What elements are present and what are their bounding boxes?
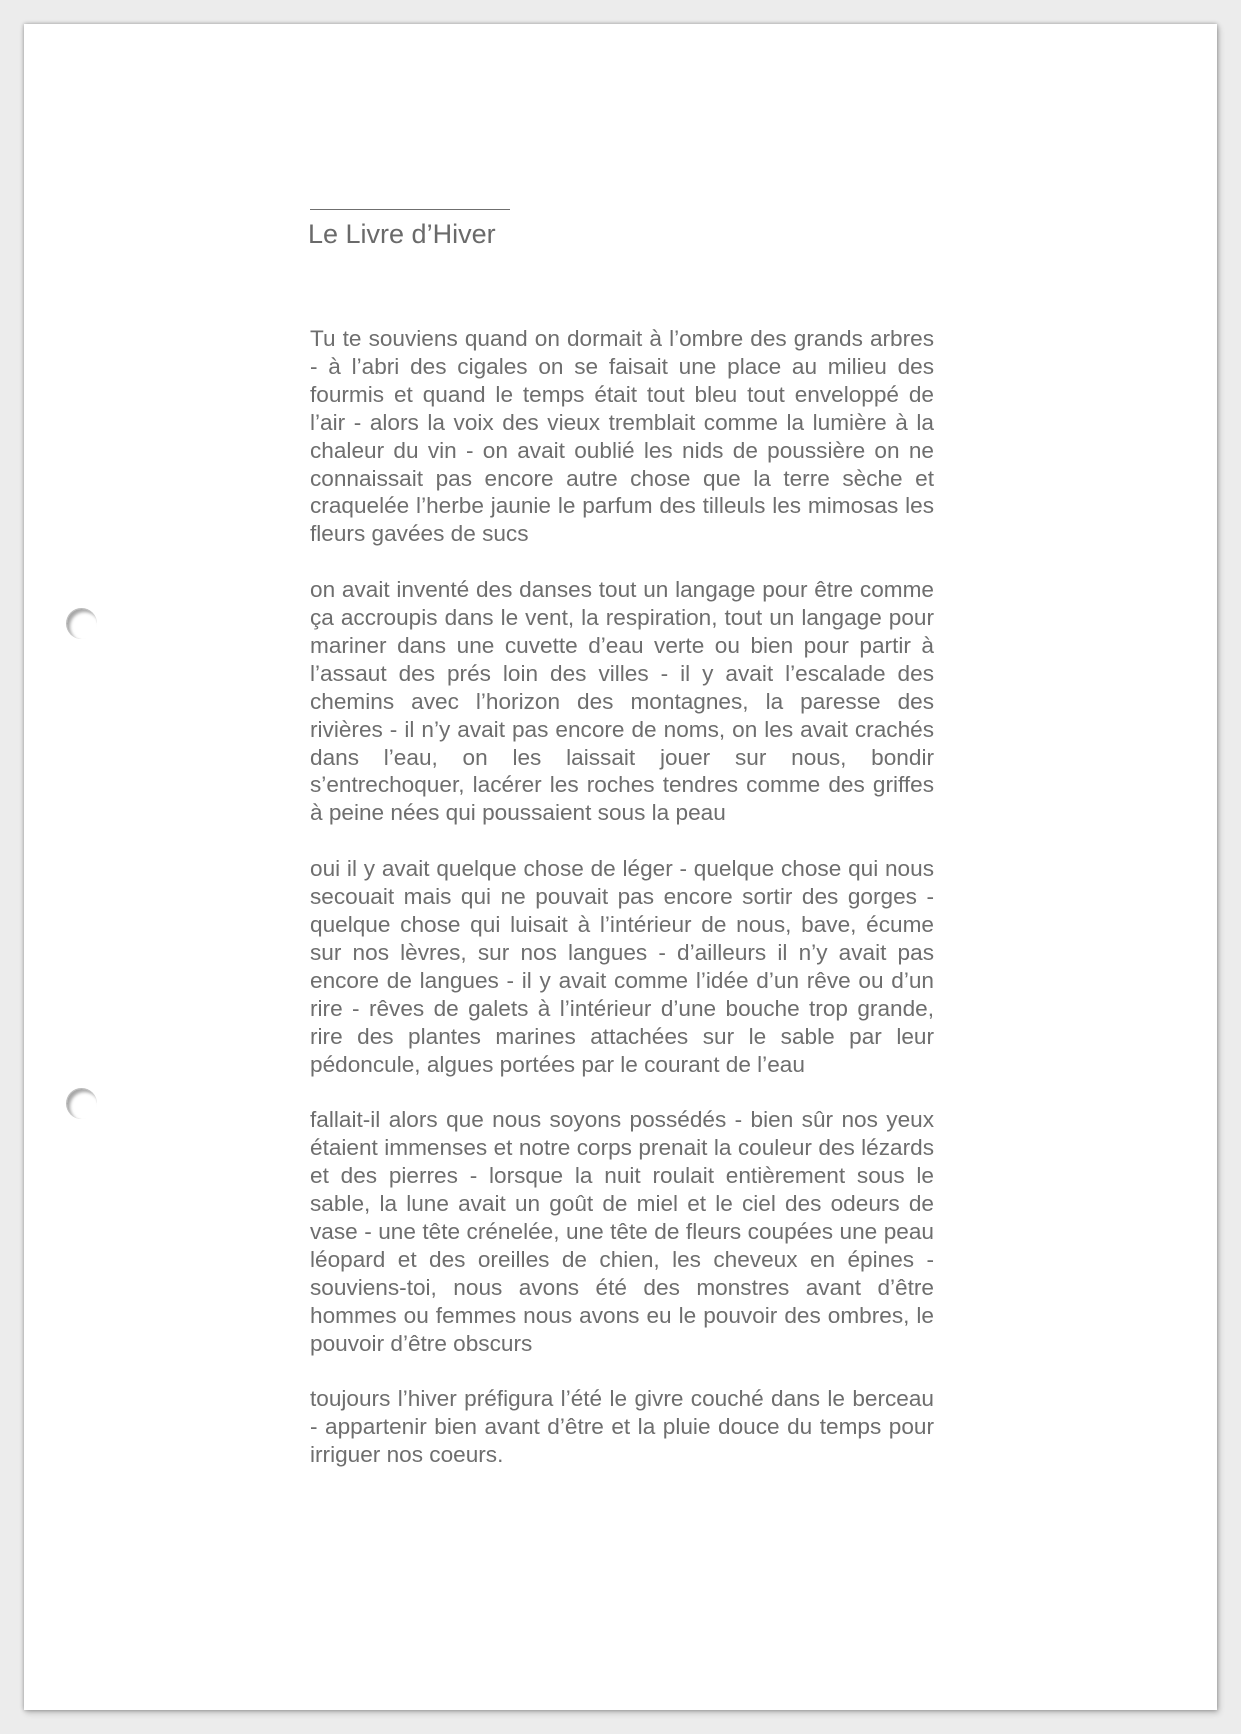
stanza-2: on avait inventé des danses tout un langage pour être comme ça accroupis dans le vent, la respiration, tout un langage pour mariner dans une cuvette d’eau verte ou bien pour partir à l’assaut des prés loin des villes - il y avait l’escalade des chemins avec l’horizon des montagnes, la paresse des rivières - il n’y avait pas encore de noms, on les avait crachés dans l’eau, on les laissait jouer sur nous, bondir s’entrechoquer, lacérer les roches tendres comme des griffes à peine nées qui poussaient sous la peau <box>310 577 934 826</box>
punch-hole-top <box>66 608 97 639</box>
punch-hole-bottom <box>66 1088 97 1119</box>
document-title: Le Livre d’Hiver <box>308 219 496 249</box>
stanza-1: Tu te souviens quand on dormait à l’ombre des grands arbres - à l’abri des cigales on se faisait une place au milieu des fourmis et quand le temps était tout bleu tout enveloppé de l’air - alors la voix des vieux tremblait comme la lumière à la chaleur du vin - on avait oublié les nids de poussière on ne connaissait pas encore autre chose que la terre sèche et craquelée l’herbe jaunie le parfum des tilleuls les mimosas les fleurs gavées de sucs <box>310 326 934 547</box>
document-page <box>24 24 1217 1710</box>
poem-body <box>310 325 934 1469</box>
title-rule <box>310 209 510 210</box>
stanza-3: oui il y avait quelque chose de léger - quelque chose qui nous secouait mais qui ne pouvait pas encore sortir des gorges - quelque chose qui luisait à l’intérieur de nous, bave, écume sur nos lèvres, sur nos langues - d’ailleurs il n’y avait pas encore de langues - il y avait comme l’idée d’un rêve ou d’un rire - rêves de galets à l’intérieur d’une bouche trop grande, rire des plantes marines attachées sur le sable par leur pédoncule, algues portées par le courant de l’eau <box>310 856 934 1077</box>
stanza-4: fallait-il alors que nous soyons possédés - bien sûr nos yeux étaient immenses et notre corps prenait la couleur des lézards et des pierres - lorsque la nuit roulait entièrement sous le sable, la lune avait un goût de miel et le ciel des odeurs de vase - une tête crénelée, une tête de fleurs coupées une peau léopard et des oreilles de chien, les cheveux en épines - souviens-toi, nous avons été des monstres avant d’être hommes ou femmes nous avons eu le pouvoir des ombres, le pouvoir d’être obscurs <box>310 1107 934 1356</box>
stanza-5: toujours l’hiver préfigura l’été le givre couché dans le berceau - appartenir bien avant d’être et la pluie douce du temps pour irriguer nos coeurs. <box>310 1386 934 1468</box>
